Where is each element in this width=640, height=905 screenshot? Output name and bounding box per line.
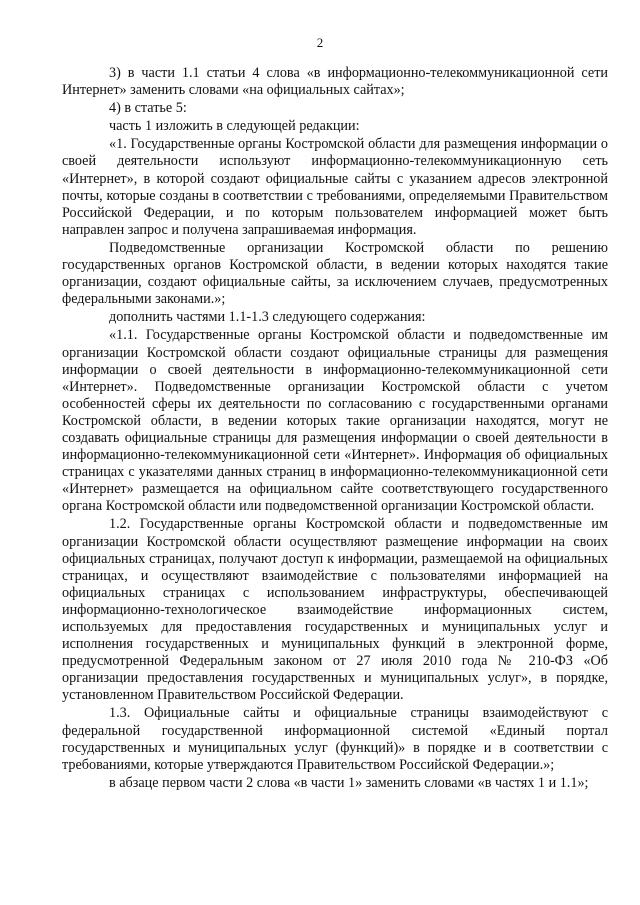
paragraph-part-1-1: «1.1. Государственные органы Костромской области и подведомственные им организации Костромской области создают официальные страницы для размещения информации о своей деятельности в информационно-телекоммуникационной сети «Интернет». Подведомственные организации Костромской области с учетом особенностей сферы их деятельности по согласованию с государственными органами Костромской области, в ведении которых такие организации находятся, могут не создавать официальные страницы для размещения информации о своей деятельности в информационно-телекоммуникационной сети «Интернет». Информация об официальных страницах с указателями данных страниц в информационно-телекоммуникационной сети «Интернет» размещается на официальном сайте соответствующего государственного органа Костромской области или подведомственной организации Костромской области. <box>62 327 608 515</box>
paragraph-add-parts-intro: дополнить частями 1.1-1.3 следующего содержания: <box>109 309 426 326</box>
paragraph-part-2-amendment: в абзаце первом части 2 слова «в части 1» заменить словами «в частях 1 и 1.1»; <box>109 774 589 791</box>
paragraph-item-3-amendment: 3) в части 1.1 статьи 4 слова «в информационно-телекоммуникационной сети Интернет» заменить словами «на официальных сайтах»; <box>62 65 608 99</box>
document-body <box>62 65 608 792</box>
paragraph-part-1-text: «1. Государственные органы Костромской области для размещения информации о своей деятельности используют информационно-телекоммуникационную сеть «Интернет», в которой создают официальные сайты с указанием адресов электронной почты, которые созданы в соответствии с требованиями, определяемыми Правительством Российской Федерации, и по которым пользователем информацией может быть направлен запрос и получена запрашиваемая информация. <box>62 136 608 238</box>
paragraph-part-1-intro: часть 1 изложить в следующей редакции: <box>109 118 360 135</box>
paragraph-item-4-heading: 4) в статье 5: <box>109 100 187 117</box>
page-number: 2 <box>316 35 324 50</box>
paragraph-subordinate-organizations: Подведомственные организации Костромской области по решению государственных органов Костромской области, в ведении которых находятся такие организации, создают официальные сайты, за исключением случаев, предусмотренных федеральными законами.»; <box>62 239 608 308</box>
paragraph-part-1-3: 1.3. Официальные сайты и официальные страницы взаимодействуют с федеральной государственной информационной системой «Единый портал государственных и муниципальных услуг (функций)» в порядке и в соответствии с требованиями, которые утверждаются Правительством Российской Федерации.»; <box>62 705 608 773</box>
paragraph-part-1-2: 1.2. Государственные органы Костромской области и подведомственные им организации Костромской области осуществляют размещение информации на своих официальных страницах, получают доступ к информации, размещаемой на официальных страницах, и осуществляют взаимодействие с пользователями информацией на официальных страницах с использованием инфраструктуры, обеспечивающей информационно-технологическое взаимодействие информационных систем, используемых для предоставления государственных и муниципальных услуг и исполнения государственных и муниципальных функций в электронной форме, предусмотренной Федеральным законом от 27 июля 2010 года № 210-ФЗ «Об организации предоставления государственных и муниципальных услуг», в порядке, установленном Правительством Российской Федерации. <box>62 516 608 704</box>
